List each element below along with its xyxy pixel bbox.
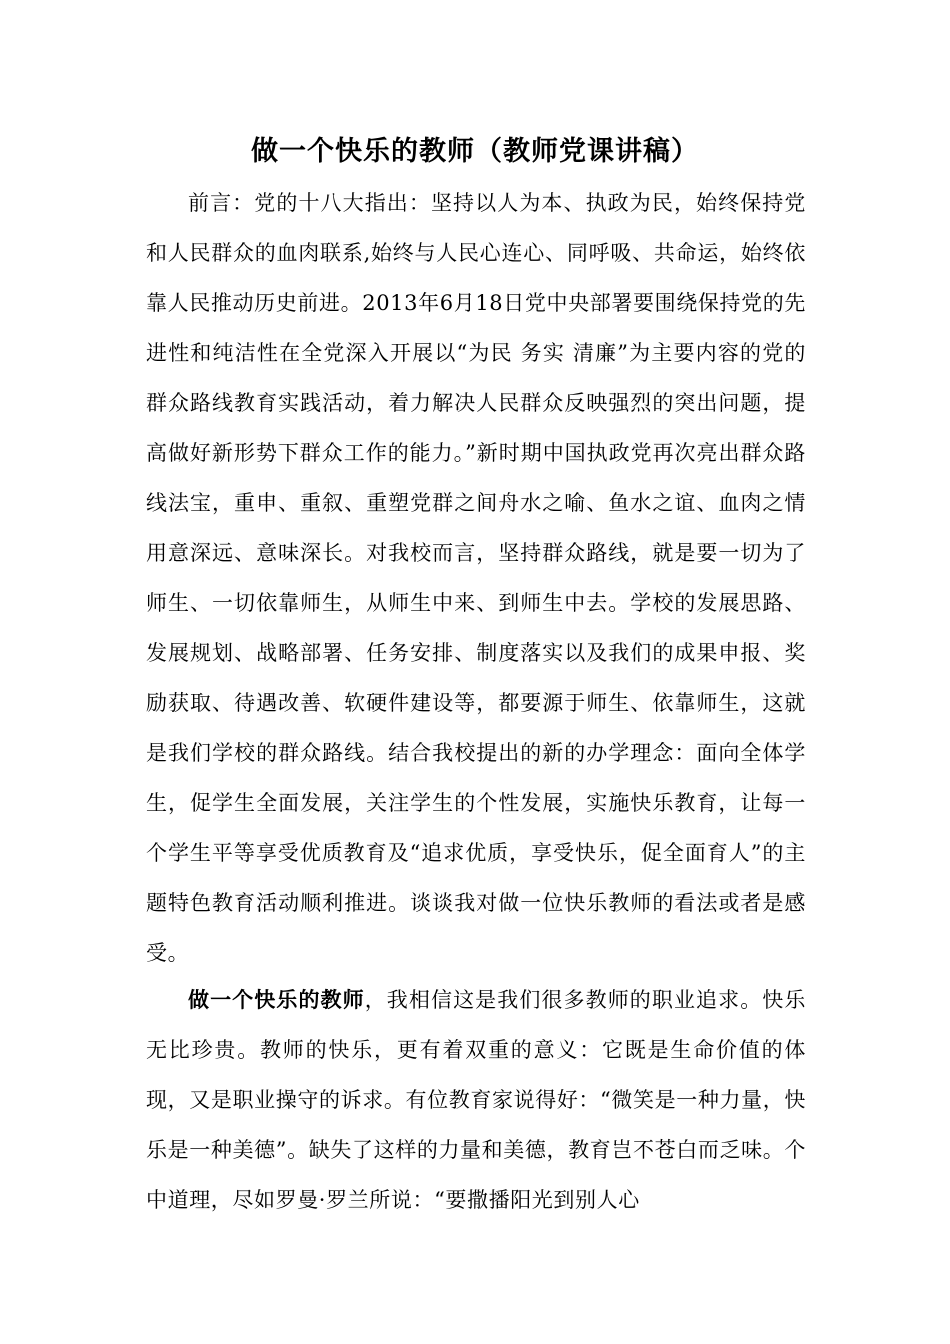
paragraph-lead-bold: 做一个快乐的教师 xyxy=(188,987,365,1012)
paragraph-text: ，我相信这是我们很多教师的职业追求。快乐无比珍贵。教师的快乐，更有着双重的意义：它既是生命价值的体现，又是职业操守的诉求。有位教育家说得好：“微笑是一种力量，快乐是一种美德”。缺失了这样的力量和美德，教育岂不苍白而乏味。个中道理，尽如罗曼·罗兰所说：“要撒播阳光到别人心 xyxy=(146,988,806,1212)
paragraph-text: 前言：党的十八大指出：坚持以人为本、执政为民，始终保持党和人民群众的血肉联系,始终与人民心连心、同呼吸、共命运，始终依靠人民推动历史前进。2013年6月18日党中央部署要围绕保持党的先进性和纯洁性在全党深入开展以“为民 务实 清廉”为主要内容的党的群众路线教育实践活动，着力解决人民群众反映强烈的突出问题，提高做好新形势下群众工作的能力。”新时期中国执政党再次亮出群众路线法宝，重申、重叙、重塑党群之间舟水之喻、鱼水之谊、血肉之情用意深远、意味深长。对我校而言，坚持群众路线，就是要一切为了师生、一切依靠师生，从师生中来、到师生中去。学校的发展思路、发展规划、战略部署、任务安排、制度落实以及我们的成果申报、奖励获取、待遇改善、软硬件建设等，都要源于师生、依靠师生，这就是我们学校的群众路线。结合我校提出的新的办学理念：面向全体学生，促学生全面发展，关注学生的个性发展，实施快乐教育，让每一个学生平等享受优质教育及“追求优质，享受快乐，促全面育人”的主题特色教育活动顺利推进。谈谈我对做一位快乐教师的看法或者是感受。 xyxy=(146,191,806,965)
paragraph-happy-teacher xyxy=(146,975,806,1225)
paragraph-preface xyxy=(146,178,806,978)
document-title: 做一个快乐的教师（教师党课讲稿） xyxy=(251,136,699,167)
